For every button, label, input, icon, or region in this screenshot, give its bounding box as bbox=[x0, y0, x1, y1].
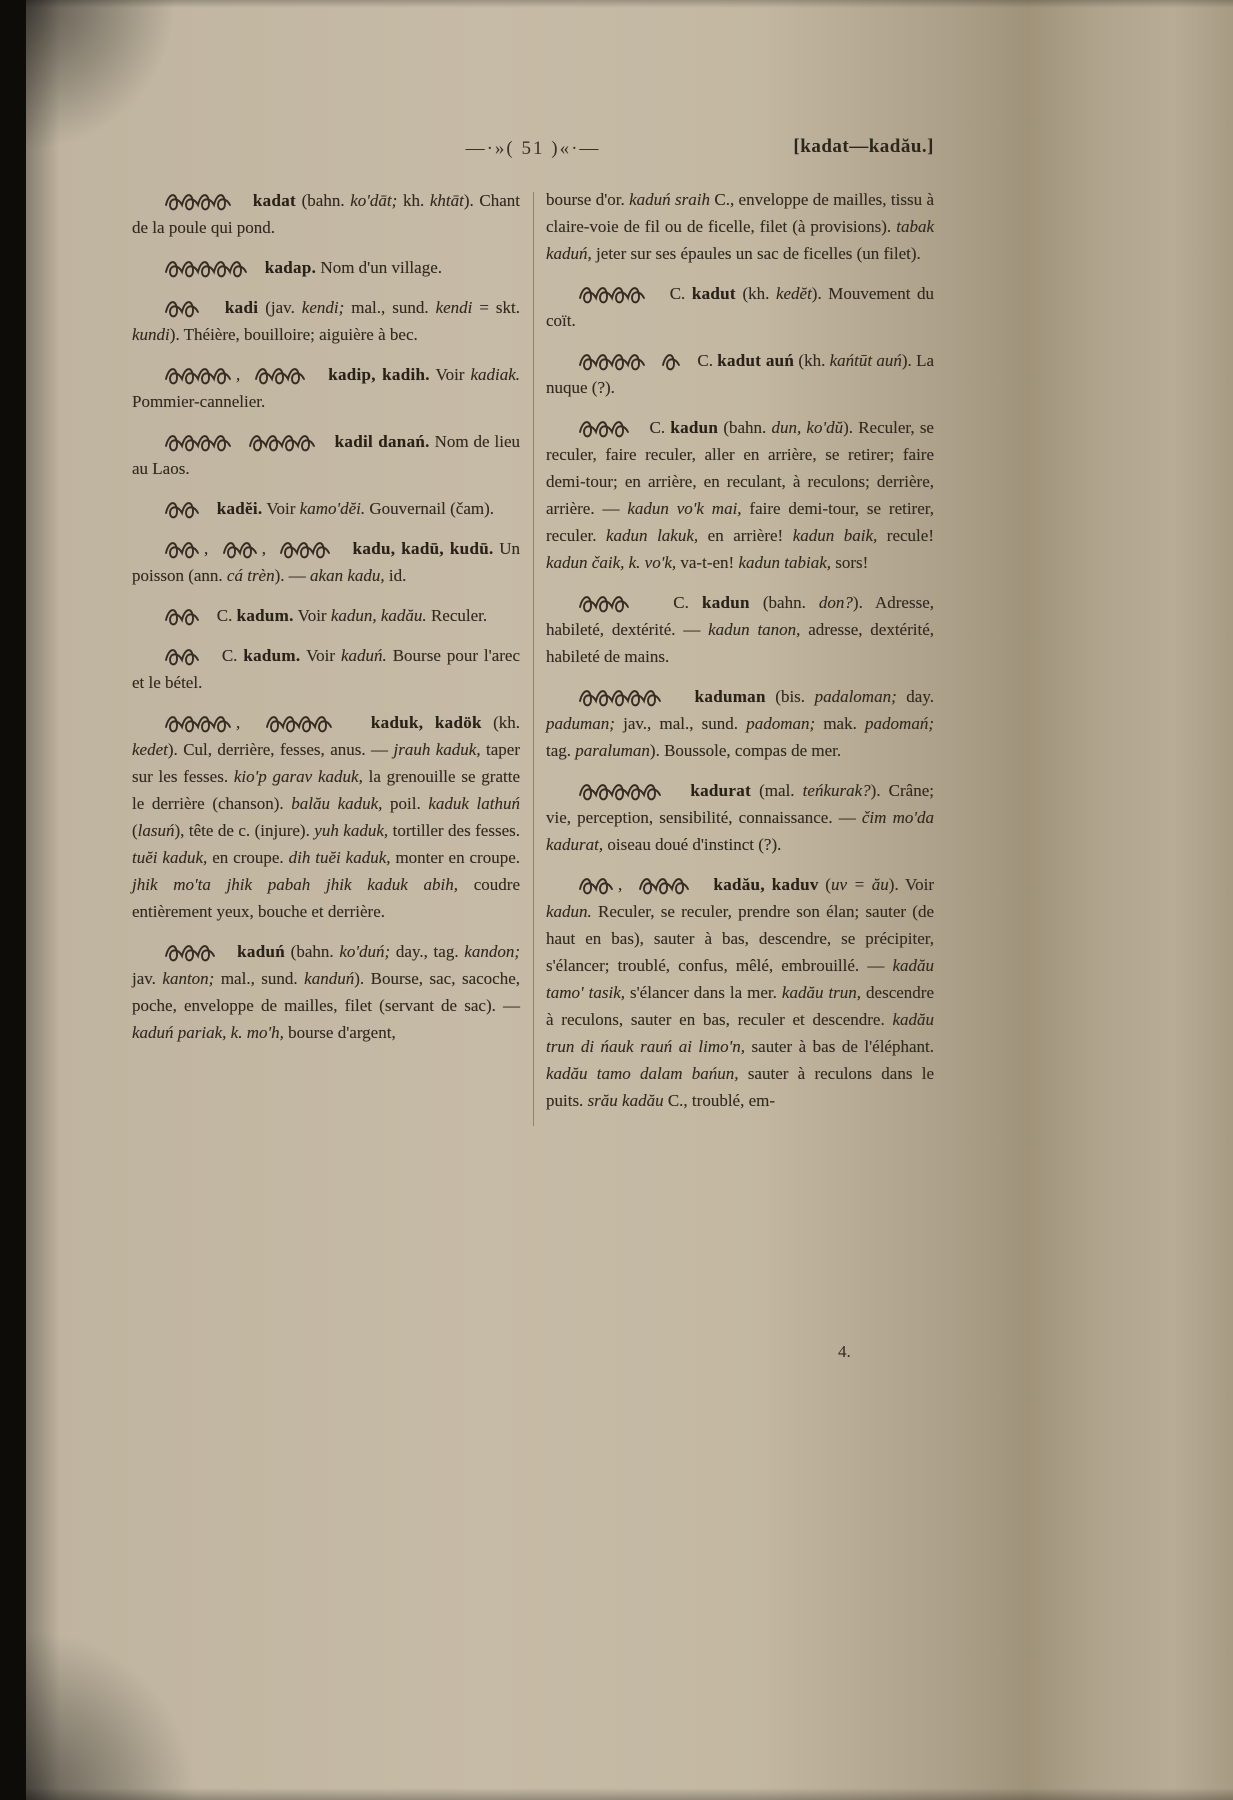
cham-script-glyph bbox=[162, 641, 204, 669]
cham-script-glyph bbox=[252, 360, 310, 388]
dictionary-entry: , kaduk, kadök (kh. kedet). Cul, derrière, fesses, anus. — jrauh kaduk, taper sur les fesses. kio'p garav kaduk, la grenouille se gratte le derrière (chanson). balău kaduk, poil. kaduk lathuń (lasuń), tête de c. (injure). yuh kaduk, tortiller des fesses. tuĕi kaduk, en croupe. dih tuĕi kaduk, monter en croupe. jhik mo'ta jhik pabah jhik kaduk abih, coudre entièrement yeux, bouche et derrière. bbox=[132, 708, 520, 925]
cham-script-glyph bbox=[576, 279, 650, 307]
dictionary-entry: kaduń (bahn. ko'duń; day., tag. kandon; jav. kanton; mal., sund. kanduń). Bourse, sac, sacoche, poche, enveloppe de mailles, filet (servant de sac). — kaduń pariak, k. mo'h, bourse d'argent, bbox=[132, 937, 520, 1046]
dictionary-entry: kadĕi. Voir kamo'dĕi. Gouvernail (čam). bbox=[132, 494, 520, 522]
cham-script-glyph bbox=[162, 293, 204, 321]
column-left bbox=[132, 186, 520, 1126]
cham-script-glyph bbox=[246, 427, 320, 455]
dictionary-entry: kadurat (mal. teńkurak?). Crâne; vie, perception, sensibilité, connaissance. — čim mo'da kadurat, oiseau doué d'instinct (?). bbox=[546, 776, 934, 858]
cham-script-glyph bbox=[576, 346, 650, 374]
cham-script-glyph bbox=[576, 776, 666, 804]
cham-script-glyph bbox=[576, 682, 666, 710]
cham-script-glyph bbox=[659, 346, 685, 374]
dictionary-entry: kadi (jav. kendi; mal., sund. kendi = skt. kundi). Théière, bouilloire; aiguière à bec. bbox=[132, 293, 520, 348]
dictionary-entry: kadat (bahn. ko'dāt; kh. khtāt). Chant de la poule qui pond. bbox=[132, 186, 520, 241]
dictionary-entry: bourse d'or. kaduń sraih C., enveloppe de mailles, tissu à claire-voie de fil ou de ficelle, filet (à provisions). tabak kaduń, jeter sur ses épaules un sac de ficelles (un filet). bbox=[546, 190, 935, 263]
dictionary-entry: C. kadun (bahn. don?). Adresse, habileté, dextérité. — kadun tanon, adresse, dextérité, habileté de mains. bbox=[546, 588, 934, 670]
cham-script-glyph bbox=[162, 360, 236, 388]
text-block bbox=[132, 186, 934, 1126]
dictionary-entry: kadil danań. Nom de lieu au Laos. bbox=[132, 427, 520, 482]
dictionary-entry: C. kadun (bahn. dun, ko'dŭ). Reculer, se reculer, faire reculer, aller en arrière, se retirer; faire demi-tour; en arrière, en reculant, à reculons; derrière, arrière. — kadun vo'k mai, faire demi-tour, se retirer, reculer. kadun lakuk, en arrière! kadun baik, recule! kadun čaik, k. vo'k, va-t-en! kadun tabiak, sors! bbox=[546, 413, 934, 576]
cham-script-glyph bbox=[277, 534, 335, 562]
column-right bbox=[546, 186, 934, 1126]
cham-script-glyph bbox=[162, 427, 236, 455]
cham-script-glyph bbox=[636, 870, 694, 898]
cham-script-glyph bbox=[576, 413, 634, 441]
dictionary-entry: kadap. Nom d'un village. bbox=[132, 253, 520, 281]
dictionary-entry: , , kadu, kadū, kudū. Un poisson (ann. cá trèn). — akan kadu, id. bbox=[132, 534, 520, 589]
cham-script-glyph bbox=[576, 588, 634, 616]
cham-script-glyph bbox=[576, 870, 618, 898]
cham-script-glyph bbox=[162, 534, 204, 562]
dictionary-entry: , kadip, kadih. Voir kadiak. Pommier-cannelier. bbox=[132, 360, 520, 415]
dictionary-entry: C. kadum. Voir kaduń. Bourse pour l'arec et le bétel. bbox=[132, 641, 520, 696]
running-head: [kadat—kadău.] bbox=[793, 136, 934, 157]
dictionary-entry: kaduman (bis. padaloman; day. paduman; jav., mal., sund. padoman; mak. padomań; tag. paraluman). Boussole, compas de mer. bbox=[546, 682, 934, 764]
cham-script-glyph bbox=[220, 534, 262, 562]
cham-script-glyph bbox=[162, 708, 236, 736]
cham-script-glyph bbox=[162, 601, 204, 629]
column-divider bbox=[533, 192, 534, 1126]
dictionary-entry: C. kadut (kh. kedĕt). Mouvement du coït. bbox=[546, 279, 934, 334]
cham-script-glyph bbox=[162, 253, 252, 281]
dictionary-entry: C. kadum. Voir kadun, kadău. Reculer. bbox=[132, 601, 520, 629]
cham-script-glyph bbox=[162, 494, 204, 522]
cham-script-glyph bbox=[263, 708, 337, 736]
book-page bbox=[26, 0, 1233, 1800]
page-content bbox=[132, 138, 934, 1126]
dictionary-entry: C. kadut auń (kh. kańtūt auń). La nuque (?). bbox=[546, 346, 934, 401]
page-number: —·»( 51 )«·— bbox=[465, 138, 601, 159]
signature-mark: 4. bbox=[838, 1342, 851, 1361]
dictionary-entry: , kadău, kaduv (uv = ău). Voir kadun. Reculer, se reculer, prendre son élan; sauter (de haut en bas), sauter à bas, descendre, se précipiter, s'élancer; troublé, confus, mêlé, embrouillé. — kadău tamo' tasik, s'élancer dans la mer. kadău trun, descendre à reculons, sauter en bas, reculer et descendre. kadău trun di ńauk rauń ai limo'n, sauter à bas de l'éléphant. kadău tamo dalam bańun, sauter à reculons dans le puits. srău kadău C., troublé, em- bbox=[546, 870, 934, 1114]
cham-script-glyph bbox=[162, 937, 220, 965]
cham-script-glyph bbox=[162, 186, 236, 214]
page-header bbox=[132, 138, 934, 178]
